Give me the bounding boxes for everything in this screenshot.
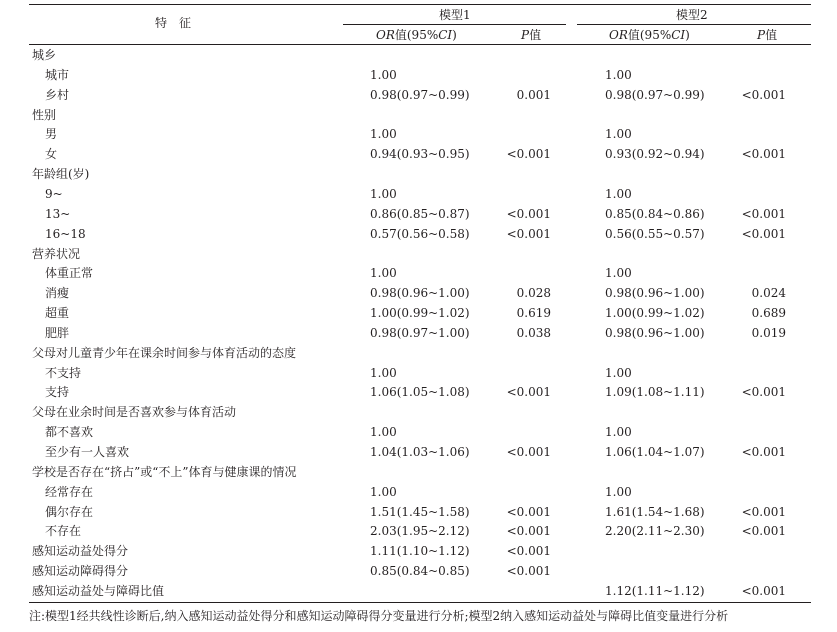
row-level-label: 经常存在 [45,484,94,499]
model-1-or-ci: 1.00 [370,484,397,499]
model-2-p-value: <0.001 [741,226,786,241]
table-row [0,124,837,144]
table-row [0,521,837,541]
table-top-rule [29,4,811,5]
model-2-or-ci: 1.00 [605,127,632,142]
model-2-or-ci: 1.61(1.54~1.68) [605,504,705,519]
row-level-label: 不存在 [45,524,82,539]
table-row [0,482,837,502]
table-row [0,422,837,442]
table-note: 注:模型1经共线性诊断后,纳入感知运动益处得分和感知运动障碍得分变量进行分析;模型2纳入感知运动益处与障碍比值变量进行分析 [29,609,729,623]
table-row [0,541,837,561]
model-2-or-ci: 0.93(0.92~0.94) [605,147,705,162]
model-1-or-ci: 1.00 [370,186,397,201]
table-row [0,283,837,303]
model-2-or-ci: 0.98(0.96~1.00) [605,325,705,340]
row-level-label: 超重 [45,306,70,321]
model-1-or-ci: 1.51(1.45~1.58) [370,504,470,519]
model-2-p-value: <0.001 [741,583,786,598]
table-row [0,323,837,343]
model-2-p-value: 0.689 [751,306,786,321]
close-paren: ) [452,28,457,42]
model-1-or-ci: 0.98(0.97~0.99) [370,87,470,102]
model-2-or-ci: 1.00 [605,484,632,499]
model-1-p-value: <0.001 [506,385,551,400]
model-1-or-ci: 2.03(1.95~2.12) [370,524,470,539]
model-1-p-value: 0.028 [516,286,551,301]
row-level-label: 至少有一人喜欢 [45,445,130,459]
row-level-label: 13~ [45,206,71,221]
model-1-or-ci: 1.06(1.05~1.08) [370,385,470,400]
row-category-label: 父母在业余时间是否喜欢参与体育活动 [32,405,237,420]
model-2-p-value: 0.019 [751,325,786,340]
model-2-or-ci: 1.09(1.08~1.11) [605,385,705,400]
table-row [0,462,837,482]
header-feature: 特 征 [155,16,192,30]
row-category-label: 父母对儿童青少年在课余时间参与体育活动的态度 [32,345,297,360]
table-row [0,184,837,204]
p-value-label: 值 [529,28,542,42]
model-1-p-value: <0.001 [506,206,551,221]
model-2-or-ci: 1.00 [605,425,632,440]
close-paren: ) [685,28,690,42]
table-row [0,502,837,522]
model-1-or-ci: 1.04(1.03~1.06) [370,445,470,459]
row-level-label: 男 [45,127,58,142]
row-level-label: 偶尔存在 [45,504,94,519]
row-level-label: 都不喜欢 [45,425,94,440]
row-level-label: 乡村 [45,87,70,102]
table-row [0,561,837,581]
model-2-or-ci: 1.00 [605,186,632,201]
model-2-p-value: <0.001 [741,147,786,162]
row-category-label: 年龄组(岁) [32,167,90,182]
model-1-or-ci: 1.00 [370,425,397,440]
row-level-label: 消瘦 [45,286,70,301]
table-row [0,442,837,462]
table-row [0,105,837,125]
row-level-label: 女 [45,147,58,162]
row-level-label: 肥胖 [45,325,70,340]
model-2-p-value: <0.001 [741,524,786,539]
model-1-or-ci: 1.00 [370,67,397,82]
model-2-or-ci: 0.98(0.96~1.00) [605,286,705,301]
table-row [0,363,837,383]
model-2-or-ci: 1.00(0.99~1.02) [605,306,705,321]
model-2-or-ci: 1.00 [605,365,632,380]
row-category-label: 营养状况 [32,246,81,261]
model-2-or-ci: 1.12(1.11~1.12) [605,583,705,598]
model-2-p-value: 0.024 [751,286,786,301]
p-symbol: P [757,28,766,42]
row-level-label: 9~ [45,186,63,201]
model-1-or-ci: 1.00 [370,365,397,380]
model-1-p-value: <0.001 [506,544,551,559]
table-row [0,343,837,363]
row-category-label: 城乡 [32,48,57,62]
or-value-label: 值(95% [394,28,439,42]
model-2-p-value: <0.001 [741,206,786,221]
table-row [0,402,837,422]
table-row [0,45,837,65]
model-1-or-ci: 1.00 [370,127,397,142]
model-1-or-ci: 0.57(0.56~0.58) [370,226,470,241]
row-category-label: 感知运动益处与障碍比值 [32,583,165,598]
model-2-or-ci: 0.85(0.84~0.86) [605,206,705,221]
table-row [0,164,837,184]
model-2-or-ci: 1.06(1.04~1.07) [605,445,705,459]
or-symbol: OR [609,28,628,42]
row-category-label: 感知运动益处得分 [32,544,129,559]
model-1-p-value: 0.001 [516,87,551,102]
ci-symbol: CI [438,28,453,42]
or-symbol: OR [376,28,395,42]
model-1-or-ci: 1.11(1.10~1.12) [370,544,470,559]
header-or-ci-model-1 [376,27,457,43]
model-2-p-value: <0.001 [741,445,786,459]
row-level-label: 支持 [45,385,70,400]
model-1-p-value: <0.001 [506,564,551,579]
model-2-spanner-rule [577,24,811,25]
model-2-p-value: <0.001 [741,87,786,102]
model-1-p-value: <0.001 [506,147,551,162]
model-1-or-ci: 1.00 [370,266,397,281]
model-1-or-ci: 0.85(0.84~0.85) [370,564,470,579]
header-p-model-1 [521,27,541,43]
table-row [0,263,837,283]
p-value-label: 值 [765,28,778,42]
model-2-or-ci: 0.56(0.55~0.57) [605,226,705,241]
model-1-p-value: 0.038 [516,325,551,340]
model-1-spanner-rule [343,24,566,25]
model-1-p-value: <0.001 [506,504,551,519]
table-row [0,303,837,323]
table-row [0,224,837,244]
model-1-or-ci: 0.94(0.93~0.95) [370,147,470,162]
row-category-label: 学校是否存在“挤占”或“不上”体育与健康课的情况 [32,464,297,479]
header-model-1: 模型1 [439,8,471,22]
p-symbol: P [521,28,530,42]
row-category-label: 感知运动障碍得分 [32,564,129,579]
row-category-label: 性别 [32,107,57,122]
model-2-or-ci: 1.00 [605,266,632,281]
table-row [0,144,837,164]
model-2-or-ci: 2.20(2.11~2.30) [605,524,705,539]
header-model-2: 模型2 [676,8,708,22]
model-2-or-ci: 1.00 [605,67,632,82]
model-2-p-value: <0.001 [741,504,786,519]
model-1-p-value: 0.619 [516,306,551,321]
model-1-p-value: <0.001 [506,226,551,241]
row-level-label: 城市 [45,67,70,82]
model-1-p-value: <0.001 [506,445,551,459]
model-1-or-ci: 0.98(0.96~1.00) [370,286,470,301]
row-level-label: 体重正常 [45,266,94,281]
table-row [0,382,837,402]
table-row [0,244,837,264]
model-1-or-ci: 0.98(0.97~1.00) [370,325,470,340]
model-1-p-value: <0.001 [506,524,551,539]
header-p-model-2 [757,27,777,43]
model-2-p-value: <0.001 [741,385,786,400]
model-2-or-ci: 0.98(0.97~0.99) [605,87,705,102]
table-row [0,581,837,601]
table-bottom-rule [29,602,811,603]
model-1-or-ci: 0.86(0.85~0.87) [370,206,470,221]
row-level-label: 不支持 [45,365,82,380]
table-row [0,65,837,85]
table-row [0,204,837,224]
or-value-label: 值(95% [627,28,672,42]
ci-symbol: CI [671,28,686,42]
row-level-label: 16~18 [45,226,86,241]
table-row [0,85,837,105]
header-or-ci-model-2 [609,27,690,43]
model-1-or-ci: 1.00(0.99~1.02) [370,306,470,321]
